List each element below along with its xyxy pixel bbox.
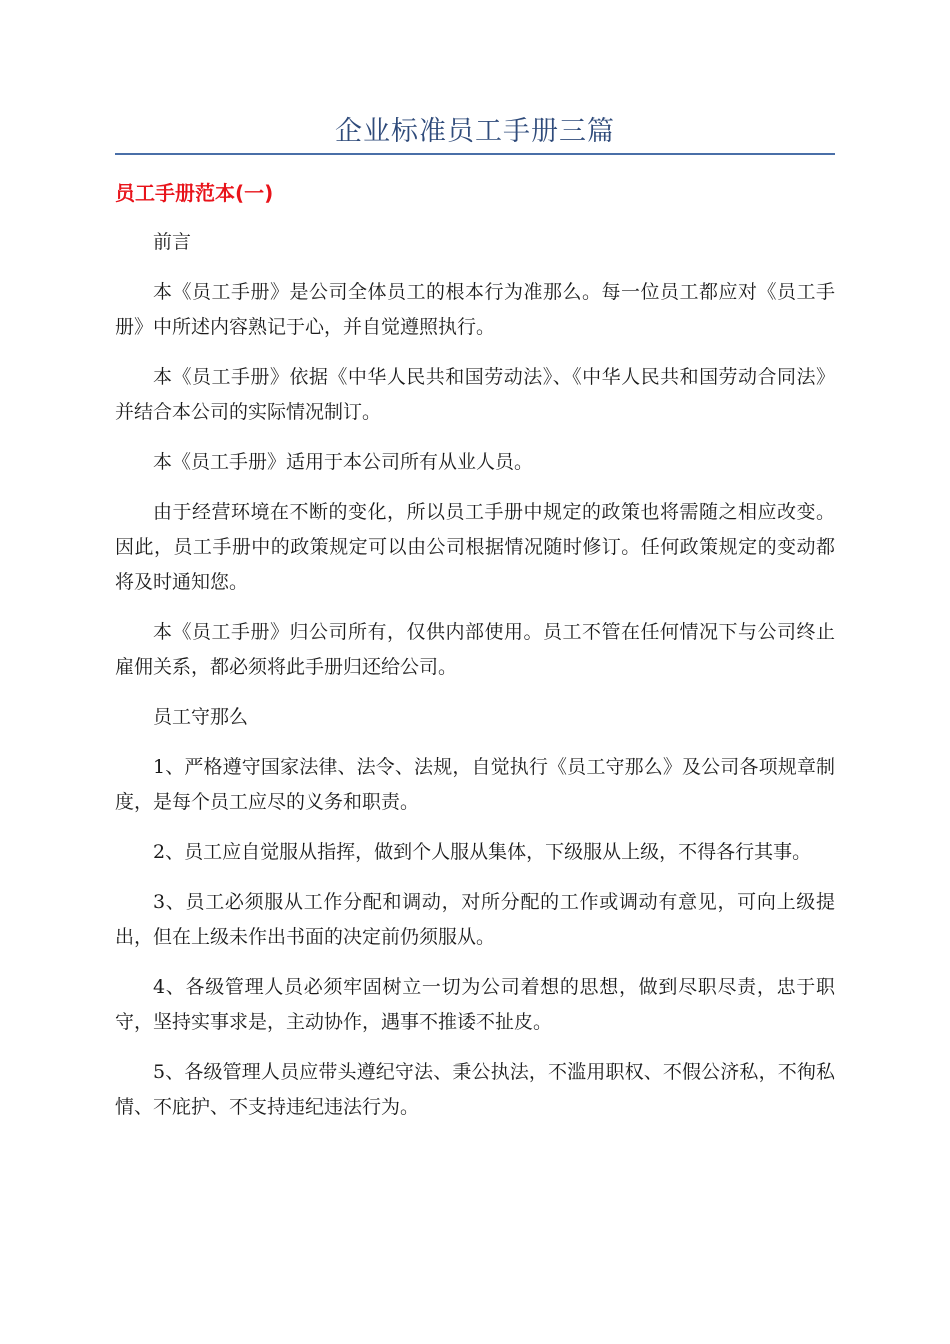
- rule-item: 5、各级管理人员应带头遵纪守法、秉公执法，不滥用职权、不假公济私，不徇私情、不庇护、不支持违纪违法行为。: [115, 1061, 835, 1118]
- rule-item: 1、严格遵守国家法律、法令、法规，自觉执行《员工守那么》及公司各项规章制度，是每个员工应尽的义务和职责。: [115, 756, 835, 813]
- rule-item: 3、员工必须服从工作分配和调动，对所分配的工作或调动有意见，可向上级提出，但在上级未作出书面的决定前仍须服从。: [115, 891, 835, 948]
- paragraph: 本《员工手册》依据《中华人民共和国劳动法》、《中华人民共和国劳动合同法》并结合本公司的实际情况制订。: [115, 366, 835, 423]
- rule-item: 2、员工应自觉服从指挥，做到个人服从集体，下级服从上级，不得各行其事。: [153, 841, 812, 863]
- paragraph: 本《员工手册》归公司所有，仅供内部使用。员工不管在任何情况下与公司终止雇佣关系，都必须将此手册归还给公司。: [115, 621, 835, 678]
- paragraph: 本《员工手册》是公司全体员工的根本行为准那么。每一位员工都应对《员工手册》中所述内容熟记于心，并自觉遵照执行。: [115, 281, 835, 338]
- section-heading: 员工手册范本(一): [115, 181, 274, 205]
- rule-item: 4、各级管理人员必须牢固树立一切为公司着想的思想，做到尽职尽责，忠于职守，坚持实事求是，主动协作，遇事不推诿不扯皮。: [115, 976, 835, 1033]
- paragraph: 由于经营环境在不断的变化，所以员工手册中规定的政策也将需随之相应改变。因此，员工手册中的政策规定可以由公司根据情况随时修订。任何政策规定的变动都将及时通知您。: [115, 501, 835, 593]
- paragraph-preface-heading: 前言: [153, 231, 192, 253]
- title-underline: [115, 153, 835, 155]
- document-title: 企业标准员工手册三篇: [335, 116, 615, 147]
- document-body: [115, 225, 835, 1140]
- paragraph: 本《员工手册》适用于本公司所有从业人员。: [153, 451, 534, 473]
- paragraph-rules-heading: 员工守那么: [153, 706, 249, 728]
